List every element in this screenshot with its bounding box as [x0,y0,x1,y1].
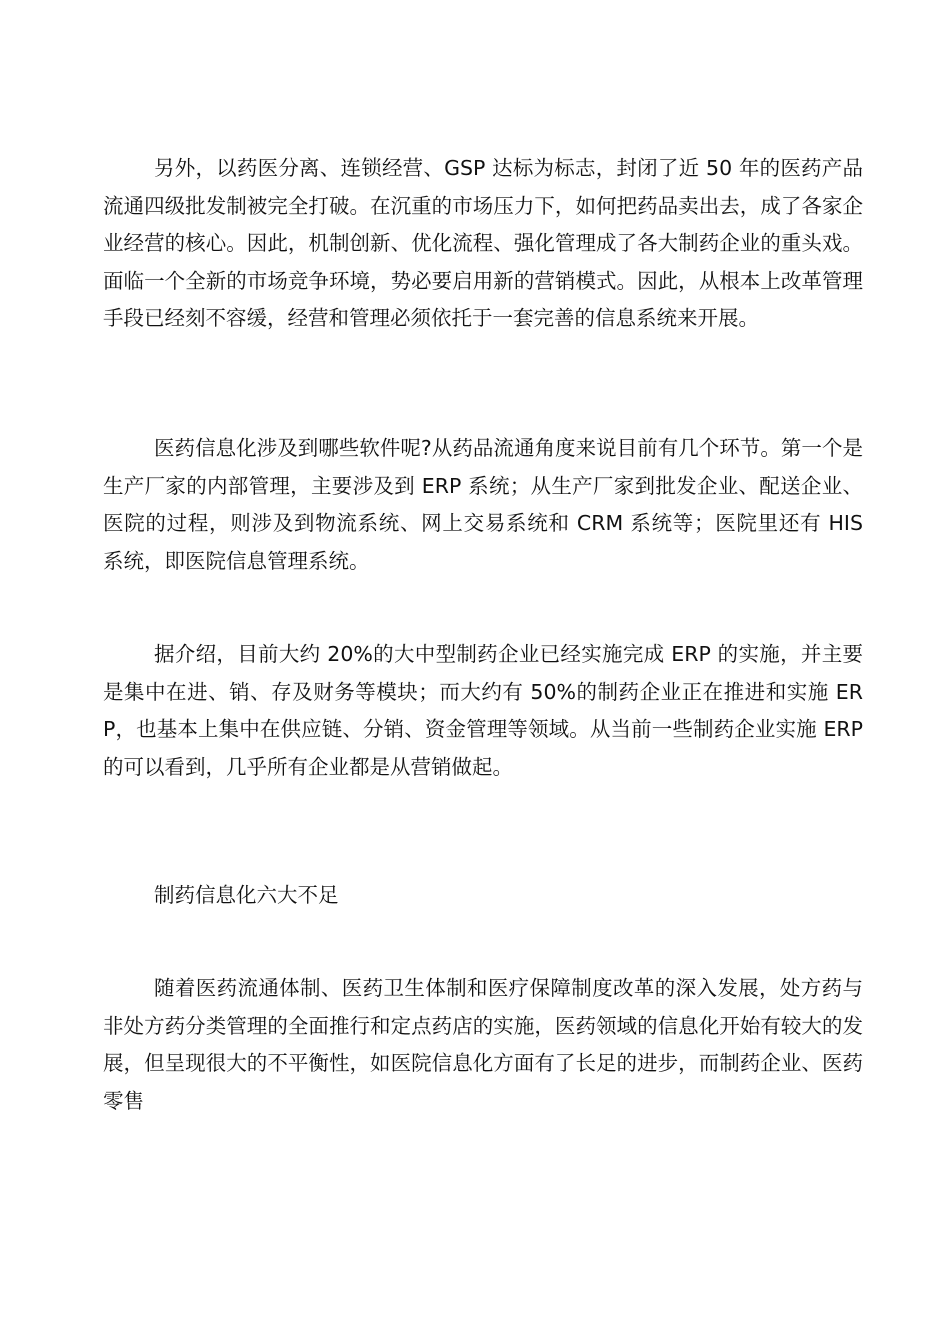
section-heading: 制药信息化六大不足 [154,883,339,907]
paragraph-distribution-reform: 另外，以药医分离、连锁经营、GSP 达标为标志，封闭了近 50 年的医药产品流通四级批发制被完全打破。在沉重的市场压力下，如何把药品卖出去，成了各家企业经营的核心。因此，机制创新、优化流程、强化管理成了各大制药企业的重头戏。面临一个全新的市场竞争环境，势必要启用新的营销模式。因此，从根本上改革管理手段已经刻不容缓，经营和管理必须依托于一套完善的信息系统来开展。 [103,156,863,331]
paragraph-informatization-imbalance: 随着医药流通体制、医药卫生体制和医疗保障制度改革的深入发展，处方药与非处方药分类管理的全面推行和定点药店的实施，医药领域的信息化开始有较大的发展，但呈现很大的不平衡性，如医院信息化方面有了长足的进步，而制药企业、医药零售 [103,976,863,1113]
paragraph-erp-status: 据介绍，目前大约 20%的大中型制药企业已经实施完成 ERP 的实施，并主要是集中在进、销、存及财务等模块；而大约有 50%的制药企业正在推进和实施 ERP，也基本上集中在供应链、分销、资金管理等领域。从当前一些制药企业实施 ERP 的可以看到，几乎所有企业都是从营销做起。 [103,642,863,779]
paragraph-software-types: 医药信息化涉及到哪些软件呢?从药品流通角度来说目前有几个环节。第一个是生产厂家的内部管理，主要涉及到 ERP 系统；从生产厂家到批发企业、配送企业、医院的过程，则涉及到物流系统、网上交易系统和 CRM 系统等；医院里还有 HIS 系统，即医院信息管理系统。 [103,436,863,573]
